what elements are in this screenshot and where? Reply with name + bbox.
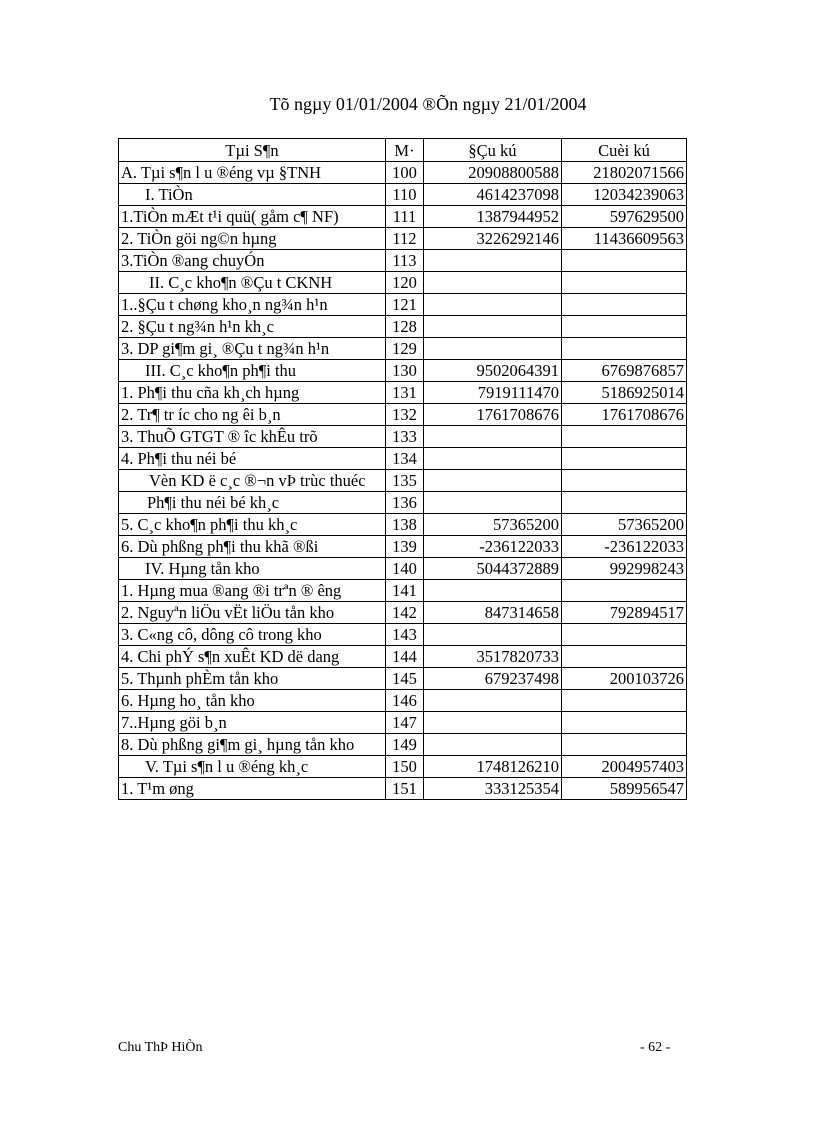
row-code: 140 bbox=[386, 558, 424, 580]
row-code: 147 bbox=[386, 712, 424, 734]
row-start-value bbox=[424, 624, 562, 646]
table-row bbox=[119, 162, 687, 184]
row-end-value: 2004957403 bbox=[562, 756, 687, 778]
table-row bbox=[119, 184, 687, 206]
table-row bbox=[119, 668, 687, 690]
row-start-value: 9502064391 bbox=[424, 360, 562, 382]
table-row bbox=[119, 558, 687, 580]
row-code: 143 bbox=[386, 624, 424, 646]
row-start-value bbox=[424, 294, 562, 316]
row-name: 7..Hµng göi b¸n bbox=[119, 712, 386, 734]
table-row bbox=[119, 602, 687, 624]
row-end-value bbox=[562, 712, 687, 734]
row-end-value bbox=[562, 580, 687, 602]
row-end-value: 6769876857 bbox=[562, 360, 687, 382]
row-name: 3. ThuÕ GTGT ® îc khÊu trõ bbox=[119, 426, 386, 448]
row-name: 4. Chi phÝ s¶n xuÊt KD dë dang bbox=[119, 646, 386, 668]
row-code: 113 bbox=[386, 250, 424, 272]
row-start-value bbox=[424, 250, 562, 272]
row-end-value: 1761708676 bbox=[562, 404, 687, 426]
row-code: 136 bbox=[386, 492, 424, 514]
row-code: 132 bbox=[386, 404, 424, 426]
row-name: 2. §Çu t ng¾n h¹n kh¸c bbox=[119, 316, 386, 338]
row-name: 2. Nguyªn liÖu vËt liÖu tån kho bbox=[119, 602, 386, 624]
row-start-value: 7919111470 bbox=[424, 382, 562, 404]
row-end-value bbox=[562, 294, 687, 316]
row-name: 5. C¸c kho¶n ph¶i thu kh¸c bbox=[119, 514, 386, 536]
row-end-value: 11436609563 bbox=[562, 228, 687, 250]
row-start-value bbox=[424, 734, 562, 756]
row-end-value: 21802071566 bbox=[562, 162, 687, 184]
row-code: 128 bbox=[386, 316, 424, 338]
row-code: 142 bbox=[386, 602, 424, 624]
row-name: 5. Thµnh phÈm tån kho bbox=[119, 668, 386, 690]
table-row bbox=[119, 470, 687, 492]
row-start-value: 1387944952 bbox=[424, 206, 562, 228]
row-end-value bbox=[562, 492, 687, 514]
table-row bbox=[119, 316, 687, 338]
row-code: 129 bbox=[386, 338, 424, 360]
row-name: 2. TiÒn göi ng©n hµng bbox=[119, 228, 386, 250]
row-name: II. C¸c kho¶n ®Çu t CKNH bbox=[119, 272, 386, 294]
row-end-value: 200103726 bbox=[562, 668, 687, 690]
report-period-title: Tõ ngµy 01/01/2004 ®Õn ngµy 21/01/2004 bbox=[269, 94, 587, 114]
table-row bbox=[119, 272, 687, 294]
table-row bbox=[119, 338, 687, 360]
row-code: 150 bbox=[386, 756, 424, 778]
table-row bbox=[119, 448, 687, 470]
row-start-value bbox=[424, 470, 562, 492]
column-header-code: M· bbox=[386, 139, 424, 162]
row-code: 141 bbox=[386, 580, 424, 602]
row-code: 151 bbox=[386, 778, 424, 800]
row-name: 2. Tr¶ tr íc cho ng êi b¸n bbox=[119, 404, 386, 426]
row-start-value: 679237498 bbox=[424, 668, 562, 690]
row-name: 1.TiÒn mÆt t¹i quü( gåm c¶ NF) bbox=[119, 206, 386, 228]
row-end-value: 597629500 bbox=[562, 206, 687, 228]
row-name: 3.TiÒn ®ang chuyÓn bbox=[119, 250, 386, 272]
row-name: 6. Dù phßng ph¶i thu khã ®ßi bbox=[119, 536, 386, 558]
row-start-value: 3226292146 bbox=[424, 228, 562, 250]
row-code: 145 bbox=[386, 668, 424, 690]
footer-page-number: - 62 - bbox=[640, 1040, 671, 1055]
row-start-value: 847314658 bbox=[424, 602, 562, 624]
row-start-value bbox=[424, 272, 562, 294]
table-row bbox=[119, 536, 687, 558]
row-end-value bbox=[562, 690, 687, 712]
row-start-value: 1761708676 bbox=[424, 404, 562, 426]
table-row bbox=[119, 360, 687, 382]
row-code: 144 bbox=[386, 646, 424, 668]
row-start-value: 4614237098 bbox=[424, 184, 562, 206]
row-name: III. C¸c kho¶n ph¶i thu bbox=[119, 360, 386, 382]
row-name: Ph¶i thu néi bé kh¸c bbox=[119, 492, 386, 514]
row-start-value bbox=[424, 690, 562, 712]
row-end-value bbox=[562, 734, 687, 756]
row-end-value bbox=[562, 646, 687, 668]
row-end-value bbox=[562, 426, 687, 448]
table-row bbox=[119, 756, 687, 778]
table-row bbox=[119, 514, 687, 536]
balance-sheet-table bbox=[118, 138, 687, 800]
row-start-value: 3517820733 bbox=[424, 646, 562, 668]
row-start-value: 57365200 bbox=[424, 514, 562, 536]
row-code: 112 bbox=[386, 228, 424, 250]
row-end-value bbox=[562, 272, 687, 294]
row-code: 100 bbox=[386, 162, 424, 184]
row-end-value bbox=[562, 250, 687, 272]
table-row bbox=[119, 206, 687, 228]
row-name: 3. C«ng cô, dông cô trong kho bbox=[119, 624, 386, 646]
row-code: 135 bbox=[386, 470, 424, 492]
row-name: A. Tµi s¶n l u ®éng vµ §TNH bbox=[119, 162, 386, 184]
row-end-value: 792894517 bbox=[562, 602, 687, 624]
table-row bbox=[119, 624, 687, 646]
row-end-value: 5186925014 bbox=[562, 382, 687, 404]
row-end-value: 57365200 bbox=[562, 514, 687, 536]
row-start-value bbox=[424, 712, 562, 734]
row-code: 130 bbox=[386, 360, 424, 382]
table-row bbox=[119, 294, 687, 316]
row-name: 1. T¹m øng bbox=[119, 778, 386, 800]
column-header-asset: Tµi S¶n bbox=[119, 139, 386, 162]
row-end-value: 589956547 bbox=[562, 778, 687, 800]
row-code: 121 bbox=[386, 294, 424, 316]
row-name: 1. Ph¶i thu cña kh¸ch hµng bbox=[119, 382, 386, 404]
row-name: 1. Hµng mua ®ang ®i trªn ® êng bbox=[119, 580, 386, 602]
column-header-end: Cuèi kú bbox=[562, 139, 687, 162]
row-start-value bbox=[424, 316, 562, 338]
table-row bbox=[119, 690, 687, 712]
row-code: 149 bbox=[386, 734, 424, 756]
table-row bbox=[119, 492, 687, 514]
row-name: IV. Hµng tån kho bbox=[119, 558, 386, 580]
row-name: 6. Hµng ho¸ tån kho bbox=[119, 690, 386, 712]
column-header-start: §Çu kú bbox=[424, 139, 562, 162]
table-row bbox=[119, 250, 687, 272]
row-start-value bbox=[424, 338, 562, 360]
row-start-value bbox=[424, 580, 562, 602]
row-name: 3. DP gi¶m gi¸ ®Çu t ng¾n h¹n bbox=[119, 338, 386, 360]
table-row bbox=[119, 382, 687, 404]
row-code: 139 bbox=[386, 536, 424, 558]
row-start-value: 1748126210 bbox=[424, 756, 562, 778]
row-start-value bbox=[424, 492, 562, 514]
row-start-value bbox=[424, 448, 562, 470]
table-row bbox=[119, 580, 687, 602]
row-end-value bbox=[562, 448, 687, 470]
table-row bbox=[119, 712, 687, 734]
footer-author: Chu ThÞ HiÒn bbox=[118, 1040, 203, 1055]
row-code: 146 bbox=[386, 690, 424, 712]
table-row bbox=[119, 734, 687, 756]
row-name: 1..§Çu t chøng kho¸n ng¾n h¹n bbox=[119, 294, 386, 316]
row-name: 8. Dù phßng gi¶m gi¸ hµng tån kho bbox=[119, 734, 386, 756]
row-code: 111 bbox=[386, 206, 424, 228]
row-name: V. Tµi s¶n l u ®éng kh¸c bbox=[119, 756, 386, 778]
row-code: 138 bbox=[386, 514, 424, 536]
table-row bbox=[119, 228, 687, 250]
row-start-value bbox=[424, 426, 562, 448]
row-code: 134 bbox=[386, 448, 424, 470]
table-row bbox=[119, 426, 687, 448]
table-row bbox=[119, 404, 687, 426]
table-row bbox=[119, 778, 687, 800]
row-code: 120 bbox=[386, 272, 424, 294]
row-start-value: 5044372889 bbox=[424, 558, 562, 580]
row-end-value bbox=[562, 470, 687, 492]
row-end-value: 992998243 bbox=[562, 558, 687, 580]
row-start-value: 20908800588 bbox=[424, 162, 562, 184]
row-code: 133 bbox=[386, 426, 424, 448]
row-name: 4. Ph¶i thu néi bé bbox=[119, 448, 386, 470]
row-code: 110 bbox=[386, 184, 424, 206]
row-end-value bbox=[562, 338, 687, 360]
table-row bbox=[119, 646, 687, 668]
row-end-value: -236122033 bbox=[562, 536, 687, 558]
row-end-value bbox=[562, 316, 687, 338]
row-code: 131 bbox=[386, 382, 424, 404]
table-header-row bbox=[119, 139, 687, 162]
row-name: Vèn KD ë c¸c ®¬n vÞ trùc thuéc bbox=[119, 470, 386, 492]
row-start-value: 333125354 bbox=[424, 778, 562, 800]
row-end-value bbox=[562, 624, 687, 646]
row-name: I. TiÒn bbox=[119, 184, 386, 206]
row-start-value: -236122033 bbox=[424, 536, 562, 558]
row-end-value: 12034239063 bbox=[562, 184, 687, 206]
